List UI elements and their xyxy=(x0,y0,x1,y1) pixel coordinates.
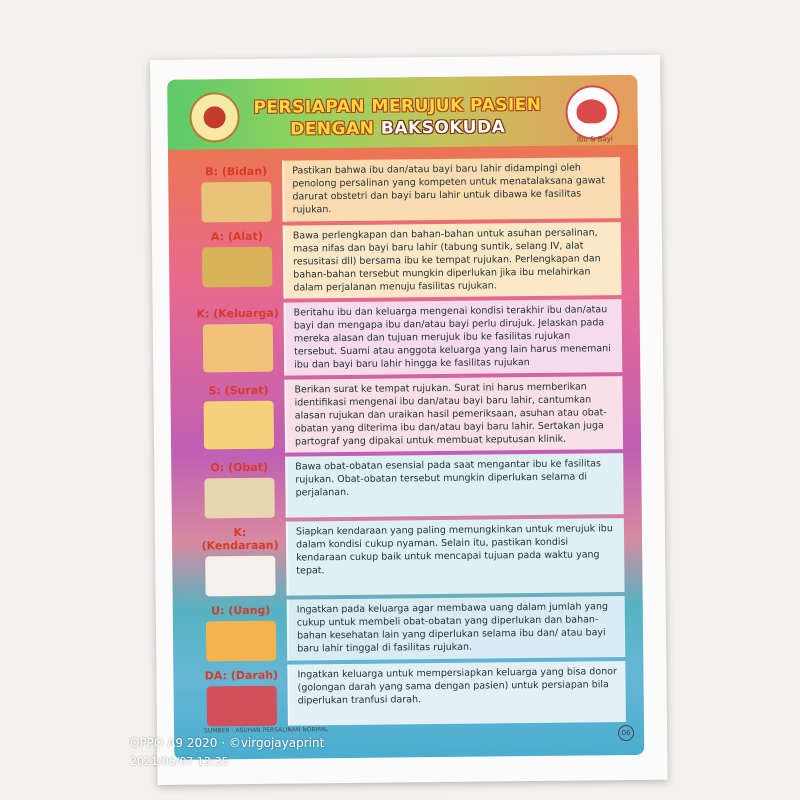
row-description: Berikan surat ke tempat rujukan. Surat ini harus memberikan identifikasi mengenai ibu dan/atau bayi baru lahir, cantumkan alasan rujukan dan uraikan hasil pemeriksaan, asuhan atau obat-obatan yang diterima ibu dan/atau bayi baru lahir. Sertakan juga partograf yang dipakai untuk membuat keputusan klinik. xyxy=(284,376,623,453)
medicine-illustration-icon xyxy=(204,478,274,519)
row-label: O: (Obat) xyxy=(210,460,269,475)
row-description: Pastikan bahwa ibu dan/atau bayi baru lahir didampingi oleh penolong persalinan yang kompeten untuk menatalaksana gawat darurat obstetri dan bayi baru lahir untuk dibawa ke fasilitas rujukan. xyxy=(282,157,621,222)
row-description: Beritahu ibu dan keluarga mengenai kondisi terakhir ibu dan/atau bayi dan mengapa ibu dan/atau bayi perlu dirujuk. Jelaskan pada mereka alasan dan tujuan merujuk ibu ke fasilitas rujukan tersebut. Suami atau anggota keluarga yang lain harus menemani ibu dan bayi baru lahir hingga ke fasilitas rujukan xyxy=(284,299,623,376)
title-line2 xyxy=(248,116,548,141)
row-description: Ingatkan keluarga untuk mempersiapkan keluarga yang bisa donor (golongan darah yang sama dengan pasien) untuk persiapan bila diperlukan tranfusi darah. xyxy=(287,661,626,726)
letter-illustration-icon xyxy=(204,401,274,450)
row-label: A: (Alat) xyxy=(210,229,263,244)
row-label: S: (Surat) xyxy=(208,383,269,398)
family-illustration-icon xyxy=(203,324,273,373)
row-label-cell xyxy=(190,161,283,223)
row-label-cell xyxy=(192,303,285,377)
photo-timestamp: 2021/05/07 13:35 xyxy=(130,755,229,768)
poster-title xyxy=(247,94,547,141)
list-item xyxy=(193,453,624,518)
camera-watermark xyxy=(130,736,324,750)
right-logo-text: Ibu & Bayi xyxy=(576,135,613,144)
row-label: K: (Keluarga) xyxy=(196,306,279,321)
organization-logo-icon xyxy=(189,92,240,143)
page-number: 06 xyxy=(618,725,634,741)
list-item xyxy=(191,222,622,299)
ambulance-illustration-icon xyxy=(205,556,275,597)
list-item xyxy=(195,661,626,726)
blood-bag-illustration-icon xyxy=(207,686,277,727)
title-line1: PERSIAPAN MERUJUK PASIEN xyxy=(253,94,542,118)
row-description: Bawa obat-obatan esensial pada saat mengantar ibu ke fasilitas rujukan. Obat-obatan tersebut mungkin diperlukan selama di perjalanan. xyxy=(285,453,624,518)
list-item xyxy=(194,518,625,596)
row-label-cell xyxy=(195,600,288,662)
row-label-cell xyxy=(191,226,284,300)
watermark-brand: OPPO A9 2020 xyxy=(130,736,218,750)
row-label: DA: (Darah) xyxy=(204,668,279,683)
list-item xyxy=(195,596,626,661)
list-item xyxy=(192,299,623,376)
money-illustration-icon xyxy=(206,621,276,662)
baksokuda-list xyxy=(190,157,626,730)
watermark-handle: · ©virgojayaprint xyxy=(221,736,325,750)
row-label: U: (Uang) xyxy=(211,603,271,618)
midwife-illustration-icon xyxy=(201,182,271,223)
row-description: Siapkan kendaraan yang paling memungkinkan untuk merujuk ibu dalam kondisi cukup nyaman. Selain itu, pastikan kondisi kendaraan cukup baik untuk mencapai tujuan pada waktu yang tepat. xyxy=(286,518,625,596)
row-label-cell xyxy=(194,522,287,597)
poster-board xyxy=(150,55,668,785)
row-label-cell xyxy=(195,665,288,727)
mother-baby-logo-icon xyxy=(565,85,620,140)
equipment-illustration-icon xyxy=(202,247,272,288)
row-label-cell xyxy=(192,380,285,454)
title-line2-highlight: BAKSOKUDA xyxy=(380,117,506,139)
title-line2-prefix: DENGAN xyxy=(290,118,375,140)
poster-header xyxy=(167,75,638,150)
row-description: Ingatkan pada keluarga agar membawa uang dalam jumlah yang cukup untuk membeli obat-obatan yang diperlukan dan bahan-bahan kesehatan lain yang diperlukan selama ibu dan/ atau bayi baru lahir tinggal di fasilitas rujukan. xyxy=(287,596,626,661)
list-item xyxy=(190,157,621,222)
row-label-cell xyxy=(193,457,286,519)
row-label: B: (Bidan) xyxy=(205,164,268,179)
poster xyxy=(167,75,644,760)
list-item xyxy=(192,376,623,453)
row-label: K: (Kendaraan) xyxy=(201,526,279,553)
row-description: Bawa perlengkapan dan bahan-bahan untuk asuhan persalinan, masa nifas dan bayi baru lahir (tabung suntik, selang IV, alat resusitasi dll) bersama ibu ke tempat rujukan. Perlengkapan dan bahan-bahan tersebut mungkin diperlukan jika ibu melahirkan dalam perjalanan menuju fasilitas rujukan. xyxy=(283,222,622,299)
poster-footer: SUMBER : ASUHAN PERSALINAN NORMAL xyxy=(203,726,329,735)
